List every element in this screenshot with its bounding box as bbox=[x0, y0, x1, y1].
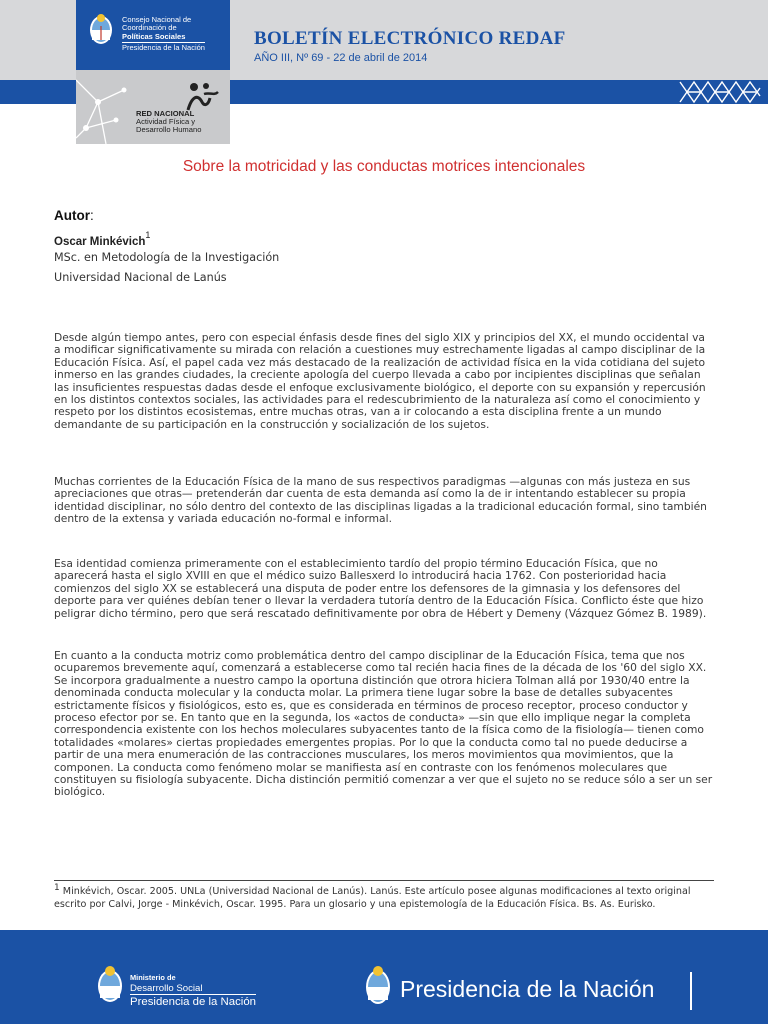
consejo-logo-box bbox=[76, 0, 230, 70]
consejo-logo-text bbox=[122, 16, 205, 53]
body-paragraph: Desde algún tiempo antes, pero con especial énfasis desde fines del siglo XIX y principios del XX, el mundo occidental va a modificar significativamente su mirada con relación a cuestiones muy estrechamente ligadas al campo disciplinar de la Educación Física. Así, el papel cada vez más destacado de la realización de actividad física en la vida cotidiana del sujeto inmerso en las grandes ciudades, la creciente apología del cuerpo llevada a cabo por incipientes disciplinas que señalan las insuficientes respuestas dadas desde el enfoque exclusivamente biológico, el deporte con su expansión y repercusión en los distintos contextos sociales, las actividades para el redescubrimiento de la naturaleza así como el conocimiento y respeto por los distintos ecosistemas, entre muchas otras, van a ir colocando a esta disciplina frente a un mundo demandante de su participación en la construcción y socialización de los sujetos. bbox=[54, 331, 706, 431]
footnote bbox=[54, 882, 714, 912]
bulletin-title: BOLETÍN ELECTRÓNICO REDAF bbox=[254, 28, 566, 49]
ministerio-line-3: Presidencia de la Nación bbox=[130, 995, 257, 1008]
body-paragraph: Muchas corrientes de la Educación Física de la mano de sus respectivos paradigmas —algunas con más justeza en sus apreciaciones que otras— pretenderán dar cuenta de esta demanda así como la de ir intentando establecer su propia identidad disciplinar, no sólo dentro del contexto de las disciplinas ligadas a la tradicional educación formal, sino también dentro de la extensa y variada educación no-formal e informal. bbox=[54, 475, 707, 526]
circuit-pattern-icon bbox=[76, 70, 140, 144]
author-heading bbox=[54, 208, 94, 223]
body-paragraph: Esa identidad comienza primeramente con el establecimiento tardío del propio término Educación Física, que no aparecerá hasta el siglo XVIII en que el médico suizo Ballesxerd lo introducirá hacia 1762. Con posterioridad hacia comienzos del siglo XX se establecerá una disputa de poder entre los defensores de la gimnasia y los defensores del deporte para ver quiénes debían tener o llevar la verdadera tutoría dentro de la Educación Física. Conflicto éste que hizo peligrar dicho término, pero que será rescatado definitivamente por obra de Hébert y Demeny (Vázquez Gómez B. 1989). bbox=[54, 557, 707, 620]
issue-date: AÑO III, Nº 69 - 22 de abril de 2014 bbox=[254, 52, 428, 64]
footnote-text: Minkévich, Oscar. 2005. UNLa (Universidad Nacional de Lanús). Lanús. Este artículo posee algunas modificaciones al texto original escrito por Calvi, Jorge - Minkévich, Oscar. 1995. Para un glosario y una epistemología de la Educación Física. Bs. As. Eurisko. bbox=[54, 886, 691, 910]
red-line-1: RED NACIONAL bbox=[136, 109, 195, 118]
presidencia-divider bbox=[690, 972, 692, 1010]
author-colon: : bbox=[90, 208, 94, 223]
consejo-line-4: Presidencia de la Nación bbox=[122, 43, 205, 53]
red-line-3: Desarrollo Humano bbox=[136, 125, 202, 134]
affiliation-university: Universidad Nacional de Lanús bbox=[54, 271, 227, 284]
article-title: Sobre la motricidad y las conductas motrices intencionales bbox=[182, 158, 586, 175]
consejo-line-1: Consejo Nacional de bbox=[122, 15, 192, 24]
consejo-line-3: Políticas Sociales bbox=[122, 31, 186, 41]
presidencia-title: Presidencia de la Nación bbox=[400, 976, 655, 1002]
redaf-logo-text bbox=[136, 110, 201, 134]
runners-logo-icon bbox=[186, 82, 220, 112]
ministerio-shield-icon bbox=[96, 964, 124, 1004]
ministerio-line-2: Desarrollo Social bbox=[130, 982, 203, 994]
author-label: Autor bbox=[54, 208, 90, 223]
ministerio-line-1: Ministerio de bbox=[130, 973, 176, 982]
body-paragraph: En cuanto a la conducta motriz como problemática dentro del campo disciplinar de la Educación Física, tema que nos ocuparemos brevemente aquí, comenzará a establecerse como tal recién hacia fines de la década de los '60 del siglo XX. Se incorpora gradualmente a nuestro campo la oportuna distinción que otrora hiciera Tolman allá por 1930/40 entre la denominada conducta molecular y la conducta molar. La primera tiene lugar sobre la base de detalles subyacentes estrictamente físicos y fisiológicos, esto es, que es considerada en términos de proceso receptor, proceso conductor y proceso efector por se. En tanto que en la segunda, los «actos de conducta» —sin que ello implique negar la completa correspondencia existente con los hechos moleculares subyacentes tanto de la física como de la fisiología— tienen como totalidades «molares» ciertas propiedades emergentes propias. Por lo que la conducta como tal no puede deducirse a partir de una mera enumeración de las contracciones musculares, los meros movimientos qua movimientos, que la componen. La conducta como fenómeno molar se manifiesta así en contraste con los fenómenos moleculares que constituyen su fisiología subyacente. Dicha distinción permitió comenzar a ver que el sujeto no se reduce sólo a ser un ser biológico. bbox=[54, 649, 713, 799]
redaf-logo-box bbox=[76, 70, 230, 144]
author-name-line bbox=[54, 232, 150, 248]
author-footnote-ref: 1 bbox=[145, 230, 151, 240]
consejo-line-2: Coordinación de bbox=[122, 23, 177, 33]
ministerio-text bbox=[130, 974, 256, 1009]
author-name: Oscar Minkévich bbox=[54, 235, 146, 248]
presidencia-shield-icon bbox=[364, 964, 392, 1006]
footnote-marker: 1 bbox=[54, 883, 60, 893]
lattice-decoration-icon bbox=[678, 78, 762, 106]
affiliation-degree: MSc. en Metodología de la Investigación bbox=[54, 251, 280, 264]
argentina-shield-icon bbox=[88, 12, 114, 46]
red-line-2: Actividad Física y bbox=[136, 117, 196, 126]
footnote-divider bbox=[54, 880, 714, 881]
